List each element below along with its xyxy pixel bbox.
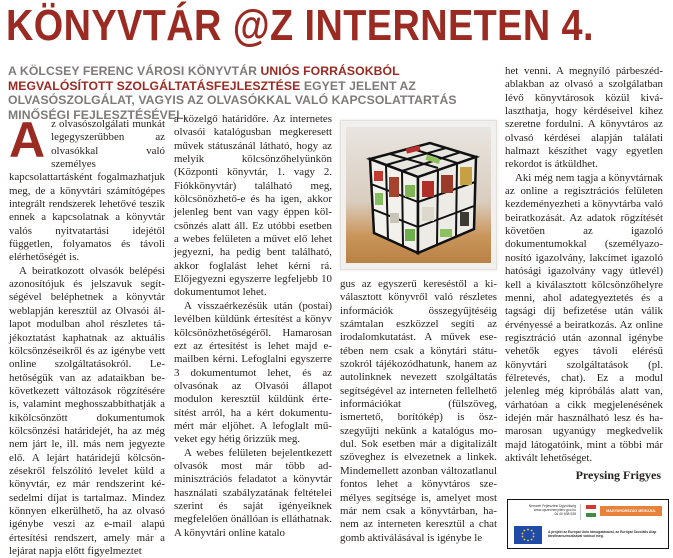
lead-highlight: UNIÓS FORRÁSOKBÓL MEGVALÓSÍTOTT SZOLGÁLTATÁSFEJLESZTÉSE [8,64,400,93]
article-column-1 [9,112,165,558]
paragraph: Aki még nem tagja a könyvtárnak az online a regisztrációs felületen kezdeményezheti a könyvtárba való beiratkozását. Az adatok rögzítését követően az igazoló dokumentumokkal (személyazonosító igazolvány, lakcímet igazoló hatósági igazolvány vagy útlevél) kell a kiválasztott kölcsönzőhelyre menni, ahol adategyeztetés és a tagsági díj befizetése után válik érvényessé a beiratkozás. Az online regisztráció után azonnal igénybe vehetők egyes távoli elérésű könyvtári szolgáltatások (pl. félretevés, chat). Ez a modul jelenleg még kipróbálás alatt van, várhatóan a cikk megjelenésének idején már használható lesz és hamarosan ugyanúgy megkedvelik majd látogatóink, mint a többi már aktivált lehetőséget. [505,171,663,464]
eu-support-text: A projekt az Európai Unió támogatásával, az Európai Szociális Alap társfinanszírozásával valósul meg. [548,530,657,538]
lead-text-part1: A KÖLCSEY FERENC VÁROSI KÖNYVTÁR [8,64,261,78]
article-photo [340,120,497,270]
agency-url: www.ujszechenyiterv.gov.hu [533,508,576,512]
magyarorszag-megujul-banner: MAGYARORSZÁG MEGÚJUL [600,506,662,516]
sponsor-logo-box [507,499,669,549]
agency-info [514,504,576,516]
drop-cap: A [9,112,46,168]
paragraph: A beiratkozott olvasók belépési azonosítójuk és jelszavuk segítségével beléphetnek a könyvtár weblapján keresztül az Olvasói állapot modulban ahol részletes tájékoztatást kaphatnak az aktuális kölcsönzéseikről és az igénybe vett online szolgáltatásokról. Lehetőségük van az adataikban bekövetkezett változások rögzítésére is, valamint meghosszabbíthatják a kikölcsönzött dokumentumok kölcsönzési határidejét, ha az még nem járt le, ill. más nem jegyezte elő. A lejárt határidejű kölcsönzésekről felszólító levelet küld a könyvtár, ez már rendszerint késedelmi díjat is tartalmaz. Mindez könnyen elkerülhető, ha az olvasó igénybe veszi az e-mail alapú értesítési rendszert, amely már a lejárat napja előtt figyelmeztet [9,264,165,557]
rubiks-cube-icon [360,137,482,261]
article-column-3 [340,278,497,545]
agency-name: Nemzeti Fejlesztési Ügynökség [528,504,576,508]
lead-text-part2: EGYET JELENT AZ OLVASÓSZOLGÁLAT, VAGYIS AZ OLVASÓKKAL VALÓ KAPCSOLATTARTÁS MINŐSÉGI FEJLESZTÉSÉVEL. [8,78,457,122]
paragraph: A visszaérkezésük után (postai) levélben küldünk értesítést a könyv kölcsönözhetőségéről. Hamarosan ezt az értesítést is lehet majd e-mailben kérni. Lefoglalni egyszerre 3 dokumentumot lehet, és az olvasónak az Olvasói állapot modulon keresztül küldünk értesítést arról, ha a kért dokumentumért már eljöhet. A lefoglalt műveket egy hétig őrizzük meg. [174,299,332,446]
article-column-4 [505,65,663,465]
article-column-2 [174,113,332,540]
author-name: Preysing Frigyes [575,468,661,482]
article-title: KÖNYVTÁR @Z INTERNETEN 4. [6,1,594,50]
paragraph: a közelgő határidőre. Az internetes olvasói katalógusban megkeresett művek státuszánál látható, hogy az melyik kölcsönzőhelyünkön (Központi könyvtár, 1. vagy 2. Fiókkönyvtár) található meg, kölcsönözhető-e és ha igen, akkor jelenleg bent van vagy éppen kölcsönzés alatt áll. Ez utóbbi esetben a webes felületen a művet elő lehet jegyezni, ha pedig bent található, akkor foglalást lehet kérni rá. Előjegyezni egyszerre legfeljebb 10 dokumentumot lehet. [174,113,332,299]
photo-background [346,127,491,263]
eu-flag-icon [514,526,542,544]
agency-phone: 06 40 638 638 [554,512,576,516]
paragraph: het venni. A megnyíló párbeszédablakban az olvasó a szolgálatban lévő könyvtárosok közül kiválaszthatja, hogy kérdéseivel kihez szeretne fordulni. A könyvtáros az olvasó kérdései alapján találati halmazt készíthet vagy egyetlen rekordot is átküldhet. [505,65,663,171]
paragraph: A webes felületen bejelentkezett olvasók most már több adminisztrációs feladatot a könyvtár használati szabályzatának feltételei szerint és saját igényeiknek megfelelően önállóan is elláthatnak. A könyvtári online katalo [174,446,332,539]
hungarian-flag-icon [586,505,596,517]
paragraph: gus az egyszerű kereséstől a kiválasztott könyvről való részletes információk összegyűjtéséig számtalan eszközzel segíti az irodalomkutatást. A művek esetében nem csak a könytári státuszokról tájékozódhatunk, hanem az autolinknek nevezett szolgáltatás segítségével az interneten fellelhető információkat (fülszöveg, ismertető, borítókép) is öszszegyűjti nekünk a katalógus modul. Sok esetben már a digitalizált szöveghez is elvezetnek a linkek. Mindemellett azonban változatlanul fontos lehet a könyvtáros személyes segítsége is, amelyet most már nem csak a könyvtárban, hanem az interneten keresztül a chat gomb aktiválásával is igénybe le [340,278,497,544]
logo-divider [580,504,581,520]
paragraph: z olvasószolgálati munkát legegyszerűbben az olvasókkal való személyes kapcsolattartásként fogalmazhatjuk meg, de a könyvtári számítógépes integrált rendszerek lehetővé teszik ennek a kapcsolatnak a könyvtár valós nyitvatartási idejétől független, folyamatos és távoli elérhetőségét is. [9,118,165,264]
